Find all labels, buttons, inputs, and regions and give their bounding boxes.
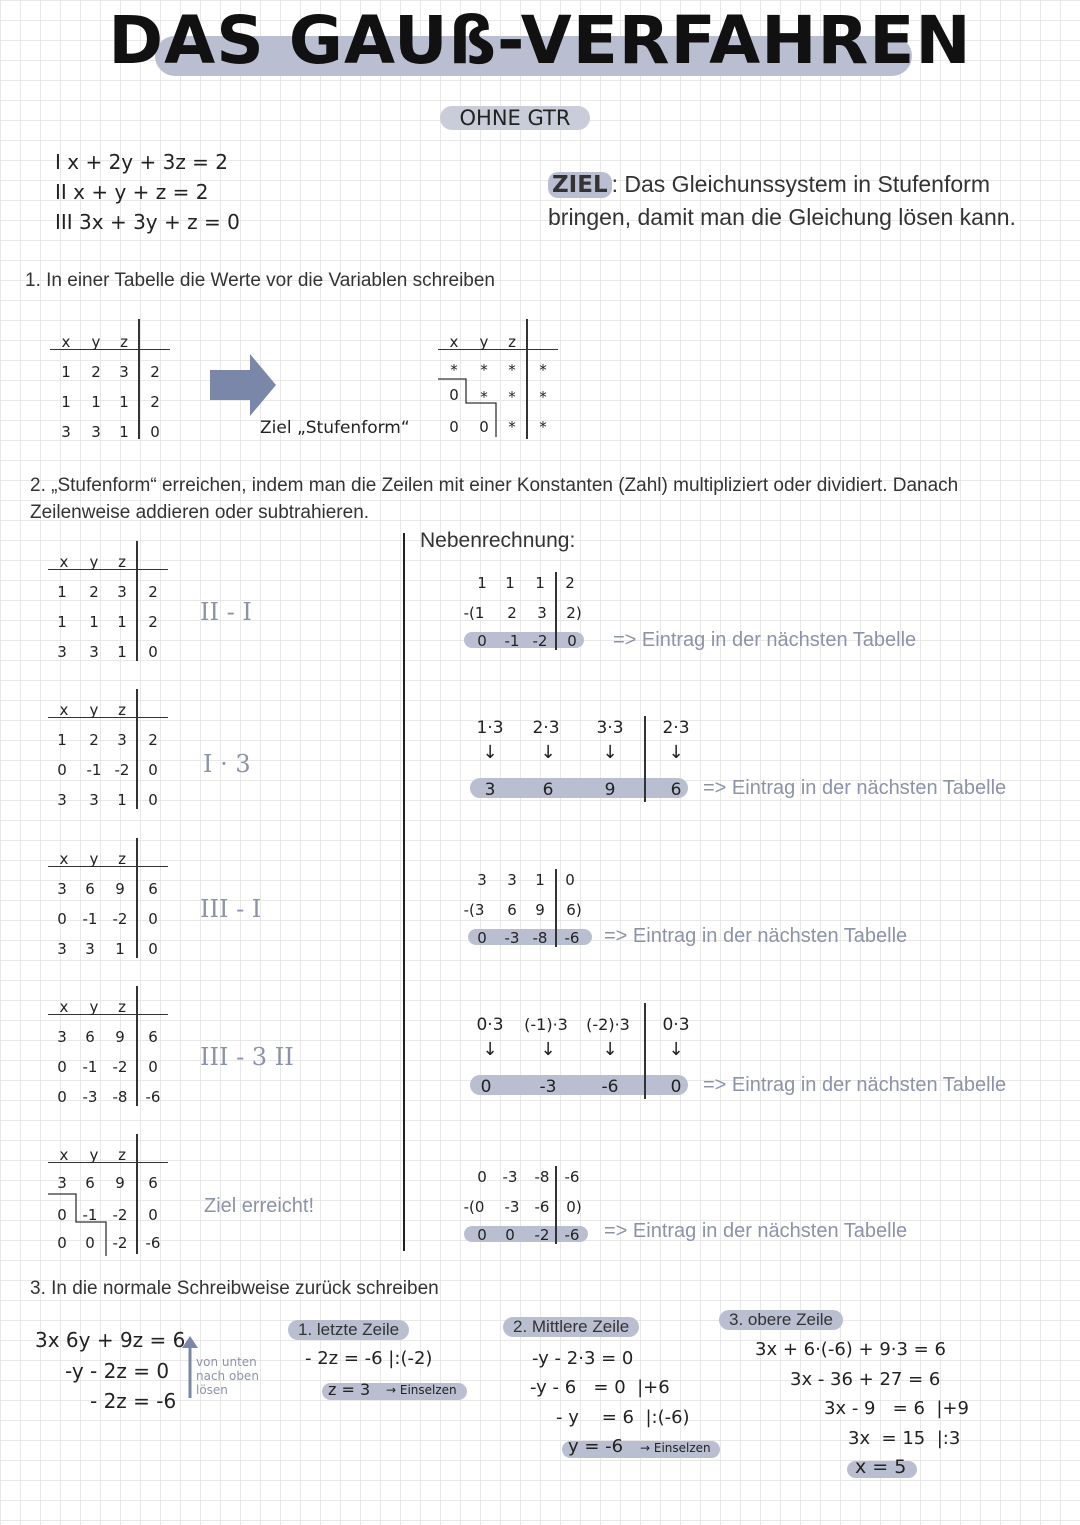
col2-title: 2. Mittlere Zeile: [503, 1317, 639, 1337]
operation-2: I · 3: [203, 750, 251, 778]
equation-3: III 3x + 3y + z = 0: [55, 210, 240, 234]
col3-line-5: x = 5: [855, 1456, 907, 1478]
step-3-heading: 3. In die normale Schreibweise zurück schreiben: [30, 1278, 439, 1299]
entry-note-5: => Eintrag in der nächsten Tabelle: [604, 1220, 908, 1242]
col3-line-4: 3x = 15 |:3: [848, 1428, 961, 1449]
operation-4: III - 3 II: [200, 1043, 294, 1071]
matrix-step-1: x y z 1 2 3 2 1 1 1 2 3 3 1 0: [48, 555, 178, 665]
final-eq-3: - 2z = -6: [90, 1389, 177, 1413]
entry-note-3: => Eintrag in der nächsten Tabelle: [604, 925, 908, 947]
col1-title: 1. letzte Zeile: [288, 1320, 409, 1340]
equation-1: I x + 2y + 3z = 2: [55, 150, 229, 174]
col3-line-3: 3x - 9 = 6 |+9: [824, 1398, 969, 1419]
side-calc-title: Nebenrechnung:: [420, 529, 576, 552]
matrix-step-5: x y z 3 6 9 6 0 -1 -2 0 0 0 -2 -6: [48, 1148, 178, 1258]
final-eq-1: 3x 6y + 9z = 6: [35, 1328, 186, 1352]
final-eq-2: -y - 2z = 0: [65, 1359, 170, 1383]
col1-line-2-note: → Einselzen: [386, 1383, 457, 1397]
col3-line-1: 3x + 6·(-6) + 9·3 = 6: [755, 1339, 946, 1360]
side-calc-4: 0·3 (-1)·3 (-2)·3 0·3 ↓ ↓ ↓ ↓ 0 -3 -6 0: [468, 1013, 698, 1099]
side-calc-5: 0 -3 -8 -6 -(0 -3 -6 0) 0 0 -2 -6: [462, 1166, 602, 1246]
goal-label: ZIEL: [548, 172, 612, 198]
col1-line-1: - 2z = -6 |:(-2): [305, 1348, 433, 1369]
col2-line-4-note: → Einselzen: [640, 1441, 711, 1455]
matrix-step-3: x y z 3 6 9 6 0 -1 -2 0 3 3 1 0: [48, 852, 178, 962]
step-1-heading: 1. In einer Tabelle die Werte vor die Variablen schreiben: [25, 270, 495, 291]
col3-line-2: 3x - 36 + 27 = 6: [790, 1369, 941, 1390]
goal-body: : Das Gleichunssystem in Stufenform bringen, damit man die Gleichung lösen kann.: [548, 171, 1016, 230]
step-2-line-1: 2. „Stufenform“ erreichen, indem man die Zeilen mit einer Konstanten (Zahl) multipliziert oder dividiert. Danach: [30, 475, 959, 496]
right-arrow-icon: [208, 352, 278, 418]
goal-reached: Ziel erreicht!: [204, 1195, 315, 1217]
goal-text: [548, 168, 1018, 233]
equation-2: II x + y + z = 2: [55, 180, 209, 204]
operation-3: III - I: [200, 895, 262, 923]
col2-line-4: y = -6: [568, 1436, 624, 1457]
vertical-divider: [403, 533, 405, 1251]
matrix-initial: x y z 1 2 3 2 1 1 1 2 3 3 1 0: [50, 333, 180, 443]
matrix-step-4: x y z 3 6 9 6 0 -1 -2 0 0 -3 -8 -6: [48, 1000, 178, 1110]
bottom-up-note: von unten nach oben lösen: [196, 1355, 259, 1397]
side-calc-2: 1·3 2·3 3·3 2·3 ↓ ↓ ↓ ↓ 3 6 9 6: [468, 716, 698, 802]
col2-line-2: -y - 6 = 0 |+6: [530, 1377, 670, 1398]
matrix-step-2: x y z 1 2 3 2 0 -1 -2 0 3 3 1 0: [48, 703, 178, 813]
entry-note-1: => Eintrag in der nächsten Tabelle: [613, 629, 917, 651]
entry-note-2: => Eintrag in der nächsten Tabelle: [703, 777, 1007, 799]
col2-line-1: -y - 2·3 = 0: [532, 1348, 634, 1369]
matrix-target: x y z * * * * 0 * * * 0 0 * *: [438, 333, 568, 443]
page-title: DAS GAUß-VERFAHREN: [108, 2, 972, 79]
col1-line-2: z = 3: [328, 1380, 371, 1399]
col3-title: 3. obere Zeile: [719, 1310, 843, 1330]
arrow-label: Ziel „Stufenform“: [260, 418, 410, 438]
side-calc-3: 3 3 1 0 -(3 6 9 6) 0 -3 -8 -6: [462, 869, 602, 949]
subtitle-badge: OHNE GTR: [440, 106, 590, 130]
operation-1: II - I: [200, 598, 252, 626]
col2-line-3: - y = 6 |:(-6): [556, 1407, 690, 1428]
entry-note-4: => Eintrag in der nächsten Tabelle: [703, 1074, 1007, 1096]
side-calc-1: 1 1 1 2 -(1 2 3 2) 0 -1 -2 0: [462, 572, 602, 652]
step-2-line-2: Zeilenweise addieren oder subtrahieren.: [30, 502, 370, 523]
